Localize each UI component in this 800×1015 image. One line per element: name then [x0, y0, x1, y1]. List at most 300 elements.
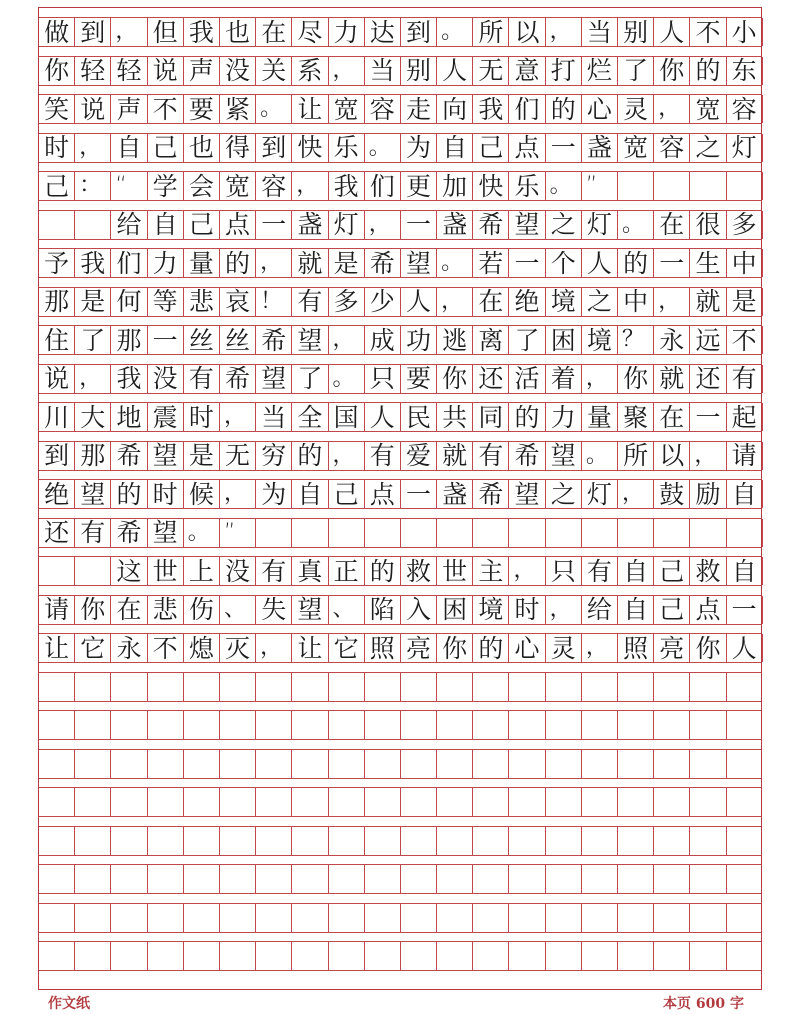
grid-cell	[220, 673, 256, 701]
grid-cell: 学	[148, 172, 184, 200]
grid-cell: 没	[220, 557, 256, 585]
grid-cell	[148, 788, 184, 816]
grid-cell: 一	[690, 403, 726, 431]
grid-cell	[401, 827, 437, 855]
grid-cell: 自	[727, 480, 763, 508]
grid-cell: 的	[546, 95, 582, 123]
grid-cell: 。	[618, 211, 654, 239]
grid-cell: 我	[111, 365, 147, 393]
grid-cell: 在	[256, 18, 292, 46]
grid-cell: 自	[148, 211, 184, 239]
grid-cell: 少	[365, 288, 401, 316]
grid-cell	[365, 711, 401, 739]
grid-cell: 不	[148, 95, 184, 123]
grid-cell: 系	[292, 57, 328, 85]
grid-cell: 有	[292, 288, 328, 316]
grid-cell: ，	[220, 480, 256, 508]
grid-cell: 当	[365, 57, 401, 85]
grid-cell: 的	[365, 557, 401, 585]
grid-cell: 灵	[546, 634, 582, 662]
grid-cell: 一	[256, 211, 292, 239]
grid-cell: 宽	[220, 172, 256, 200]
grid-cell: 在	[654, 211, 690, 239]
grid-cell: 救	[690, 557, 726, 585]
grid-cell	[654, 827, 690, 855]
grid-cell: 声	[111, 95, 147, 123]
grid-cell: 。	[329, 365, 365, 393]
grid-cell: 入	[401, 596, 437, 624]
grid-cell: 很	[690, 211, 726, 239]
grid-cell	[401, 904, 437, 932]
grid-cell: 一	[401, 480, 437, 508]
grid-cell	[111, 673, 147, 701]
grid-cell: 到	[256, 134, 292, 162]
grid-cell	[690, 788, 726, 816]
grid-cell: 人	[365, 403, 401, 431]
grid-cell: 起	[727, 403, 763, 431]
grid-cell: 多	[329, 288, 365, 316]
grid-cell: 那	[39, 288, 75, 316]
grid-cell: 境	[582, 326, 618, 354]
grid-cell: 乐	[509, 172, 545, 200]
grid-cell	[509, 711, 545, 739]
grid-cell: 是	[75, 288, 111, 316]
grid-cell: 有	[473, 442, 509, 470]
grid-cell: 就	[654, 365, 690, 393]
grid-cell: 会	[184, 172, 220, 200]
grid-cell: 无	[473, 57, 509, 85]
grid-cell: 一	[148, 326, 184, 354]
grid-cell: ，	[546, 596, 582, 624]
page-word-count: 本页 600 字	[663, 996, 744, 1012]
grid-cell	[401, 750, 437, 778]
grid-cell: 震	[148, 403, 184, 431]
grid-cell: 说	[148, 57, 184, 85]
grid-cell	[220, 904, 256, 932]
grid-cell	[582, 865, 618, 893]
grid-cell	[220, 865, 256, 893]
grid-cell	[365, 904, 401, 932]
grid-cell: 关	[256, 57, 292, 85]
grid-cell	[437, 942, 473, 970]
grid-cell: 照	[365, 634, 401, 662]
grid-cell	[256, 788, 292, 816]
grid-cell: 真	[292, 557, 328, 585]
grid-cell	[654, 904, 690, 932]
grid-cell: 功	[401, 326, 437, 354]
grid-cell: ，	[329, 442, 365, 470]
grid-cell: 励	[690, 480, 726, 508]
grid-cell: 人	[437, 57, 473, 85]
grid-cell: 困	[546, 326, 582, 354]
grid-cell	[111, 750, 147, 778]
grid-cell	[292, 750, 328, 778]
grid-cell	[148, 750, 184, 778]
grid-cell	[727, 750, 763, 778]
grid-cell	[220, 788, 256, 816]
grid-cell: 打	[546, 57, 582, 85]
grid-cell: 己	[329, 480, 365, 508]
grid-cell: 力	[148, 249, 184, 277]
paper-type-label: 作文纸	[48, 996, 90, 1012]
grid-cell: 就	[292, 249, 328, 277]
grid-cell: 地	[111, 403, 147, 431]
grid-cell	[690, 673, 726, 701]
grid-cell: 们	[111, 249, 147, 277]
grid-cell: 为	[256, 480, 292, 508]
grid-cell: 照	[618, 634, 654, 662]
grid-cell: 穷	[256, 442, 292, 470]
grid-cell	[437, 788, 473, 816]
grid-cell	[690, 750, 726, 778]
grid-row	[39, 17, 761, 47]
grid-cell	[39, 557, 75, 585]
grid-cell: 灵	[618, 95, 654, 123]
grid-cell	[39, 904, 75, 932]
grid-cell: ，	[75, 134, 111, 162]
grid-cell: 到	[39, 442, 75, 470]
grid-cell: 多	[727, 211, 763, 239]
grid-cell	[618, 904, 654, 932]
grid-cell: 让	[292, 95, 328, 123]
grid-cell: 尽	[292, 18, 328, 46]
grid-cell: 我	[473, 95, 509, 123]
grid-cell: 容	[365, 95, 401, 123]
grid-cell: ，	[654, 288, 690, 316]
grid-cell	[148, 904, 184, 932]
grid-cell: 望	[509, 480, 545, 508]
grid-cell: 困	[437, 596, 473, 624]
grid-cell: 了	[618, 57, 654, 85]
grid-cell: 但	[148, 18, 184, 46]
grid-cell: 救	[401, 557, 437, 585]
grid-cell	[401, 519, 437, 547]
grid-cell	[111, 904, 147, 932]
grid-cell: 自	[618, 557, 654, 585]
grid-row	[39, 518, 761, 548]
grid-cell	[75, 557, 111, 585]
grid-cell	[437, 519, 473, 547]
grid-cell	[473, 827, 509, 855]
grid-cell: 盏	[292, 211, 328, 239]
grid-cell	[184, 788, 220, 816]
grid-cell: 紧	[220, 95, 256, 123]
grid-cell: 你	[690, 634, 726, 662]
grid-cell: 熄	[184, 634, 220, 662]
grid-row	[39, 479, 761, 509]
grid-cell: 己	[148, 134, 184, 162]
grid-cell: 希	[365, 249, 401, 277]
grid-cell: 主	[473, 557, 509, 585]
grid-cell: 不	[148, 634, 184, 662]
grid-cell: 的	[690, 57, 726, 85]
grid-cell: ，	[546, 18, 582, 46]
grid-cell: ，	[329, 326, 365, 354]
grid-cell: 盏	[437, 211, 473, 239]
grid-cell: 、	[220, 596, 256, 624]
grid-cell	[618, 865, 654, 893]
grid-cell	[292, 904, 328, 932]
grid-row	[39, 56, 761, 86]
grid-cell: 了	[75, 326, 111, 354]
grid-cell: 大	[75, 403, 111, 431]
grid-cell	[509, 827, 545, 855]
grid-cell: 的	[111, 480, 147, 508]
grid-cell: 有	[582, 557, 618, 585]
grid-cell: 望	[509, 211, 545, 239]
grid-cell: 以	[509, 18, 545, 46]
grid-cell: 向	[437, 95, 473, 123]
grid-row	[39, 903, 761, 933]
grid-cell: 己	[654, 557, 690, 585]
grid-cell	[509, 904, 545, 932]
grid-cell: 东	[727, 57, 763, 85]
grid-cell: 宽	[618, 134, 654, 162]
grid-cell: 川	[39, 403, 75, 431]
grid-cell: ”	[220, 519, 256, 547]
grid-cell: ，	[509, 557, 545, 585]
grid-cell: ，	[220, 403, 256, 431]
grid-row	[39, 787, 761, 817]
grid-cell	[292, 865, 328, 893]
grid-cell	[220, 750, 256, 778]
grid-cell	[329, 673, 365, 701]
grid-cell	[727, 519, 763, 547]
grid-cell: 灯	[329, 211, 365, 239]
grid-cell	[727, 711, 763, 739]
grid-cell: 也	[184, 134, 220, 162]
grid-cell: ，	[75, 365, 111, 393]
grid-cell: ！	[256, 288, 292, 316]
grid-cell: 你	[437, 634, 473, 662]
grid-cell	[111, 865, 147, 893]
grid-cell: 希	[111, 519, 147, 547]
grid-cell	[256, 711, 292, 739]
grid-cell	[401, 865, 437, 893]
grid-cell	[546, 827, 582, 855]
grid-cell: 候	[184, 480, 220, 508]
grid-cell: 你	[618, 365, 654, 393]
grid-cell	[690, 172, 726, 200]
grid-cell	[184, 673, 220, 701]
grid-cell: 它	[329, 634, 365, 662]
grid-cell: 说	[39, 365, 75, 393]
grid-cell	[473, 865, 509, 893]
grid-cell: 住	[39, 326, 75, 354]
grid-cell	[509, 519, 545, 547]
grid-cell: 你	[654, 57, 690, 85]
grid-cell: 境	[546, 288, 582, 316]
grid-row	[39, 941, 761, 971]
grid-cell: 有	[365, 442, 401, 470]
grid-cell	[329, 865, 365, 893]
grid-cell: 到	[75, 18, 111, 46]
grid-cell	[329, 750, 365, 778]
grid-cell: 民	[401, 403, 437, 431]
grid-cell	[582, 711, 618, 739]
grid-cell: 那	[75, 442, 111, 470]
grid-cell: 远	[690, 326, 726, 354]
grid-cell: 聚	[618, 403, 654, 431]
grid-cell: 的	[509, 403, 545, 431]
grid-row	[39, 556, 761, 586]
grid-cell: 的	[220, 249, 256, 277]
grid-cell: 鼓	[654, 480, 690, 508]
grid-cell	[690, 711, 726, 739]
grid-cell	[111, 788, 147, 816]
grid-cell	[437, 711, 473, 739]
grid-row	[39, 325, 761, 355]
grid-cell: 这	[111, 557, 147, 585]
grid-cell	[654, 711, 690, 739]
grid-cell: ，	[256, 249, 292, 277]
grid-cell: 在	[654, 403, 690, 431]
grid-cell	[75, 827, 111, 855]
grid-cell: 世	[437, 557, 473, 585]
grid-cell	[256, 827, 292, 855]
grid-cell	[473, 711, 509, 739]
grid-cell: 何	[111, 288, 147, 316]
grid-cell: 永	[111, 634, 147, 662]
grid-cell	[654, 172, 690, 200]
grid-cell: 笑	[39, 95, 75, 123]
grid-cell: 就	[437, 442, 473, 470]
grid-cell: 悲	[148, 596, 184, 624]
grid-cell: 让	[39, 634, 75, 662]
grid-row	[39, 864, 761, 894]
grid-cell	[401, 788, 437, 816]
grid-cell: 只	[546, 557, 582, 585]
grid-cell: 个	[546, 249, 582, 277]
grid-cell: 力	[329, 18, 365, 46]
grid-cell: 给	[111, 211, 147, 239]
grid-cell	[256, 865, 292, 893]
grid-cell: ，	[111, 18, 147, 46]
grid-cell	[148, 942, 184, 970]
grid-cell: 还	[473, 365, 509, 393]
grid-cell	[473, 942, 509, 970]
grid-cell	[437, 673, 473, 701]
grid-row	[39, 171, 761, 201]
grid-cell	[292, 788, 328, 816]
grid-cell: 。	[437, 249, 473, 277]
grid-cell	[39, 211, 75, 239]
grid-cell: 时	[184, 403, 220, 431]
grid-cell	[329, 519, 365, 547]
grid-cell: 望	[546, 442, 582, 470]
grid-cell: 当	[256, 403, 292, 431]
grid-cell	[75, 211, 111, 239]
grid-cell: 所	[618, 442, 654, 470]
grid-cell: 时	[148, 480, 184, 508]
grid-cell	[220, 711, 256, 739]
grid-cell: 的	[618, 249, 654, 277]
grid-cell: 生	[690, 249, 726, 277]
grid-cell: 着	[546, 365, 582, 393]
grid-cell: 希	[473, 480, 509, 508]
grid-cell	[75, 673, 111, 701]
grid-cell	[618, 673, 654, 701]
grid-cell	[473, 788, 509, 816]
grid-cell	[111, 711, 147, 739]
grid-cell	[292, 519, 328, 547]
grid-cell: 世	[148, 557, 184, 585]
grid-row	[39, 749, 761, 779]
grid-cell: 时	[509, 596, 545, 624]
grid-row	[39, 364, 761, 394]
grid-cell: 的	[473, 634, 509, 662]
grid-cell: 快	[292, 134, 328, 162]
grid-row	[39, 441, 761, 471]
grid-cell: 们	[509, 95, 545, 123]
grid-cell: 自	[727, 557, 763, 585]
grid-cell	[75, 750, 111, 778]
grid-cell: 之	[546, 211, 582, 239]
grid-cell: 人	[654, 18, 690, 46]
grid-cell: 量	[582, 403, 618, 431]
grid-cell: 没	[148, 365, 184, 393]
grid-cell: 是	[184, 442, 220, 470]
grid-cell: 哀	[220, 288, 256, 316]
grid-cell: 更	[401, 172, 437, 200]
grid-cell	[365, 673, 401, 701]
grid-cell	[39, 673, 75, 701]
grid-cell: 全	[292, 403, 328, 431]
grid-cell	[39, 788, 75, 816]
grid-row	[39, 94, 761, 124]
grid-cell	[329, 827, 365, 855]
grid-cell	[509, 750, 545, 778]
grid-cell: 望	[148, 519, 184, 547]
grid-cell: 时	[39, 134, 75, 162]
grid-cell: 灯	[582, 211, 618, 239]
grid-cell: 点	[690, 596, 726, 624]
grid-cell	[509, 673, 545, 701]
grid-cell: 人	[401, 288, 437, 316]
grid-cell: 它	[75, 634, 111, 662]
grid-cell: 灭	[220, 634, 256, 662]
grid-cell: 之	[546, 480, 582, 508]
grid-cell: 为	[401, 134, 437, 162]
grid-cell: 别	[618, 18, 654, 46]
grid-cell: 自	[111, 134, 147, 162]
grid-cell	[582, 788, 618, 816]
grid-cell: 做	[39, 18, 75, 46]
grid-cell	[582, 942, 618, 970]
grid-cell	[365, 788, 401, 816]
grid-cell: 无	[220, 442, 256, 470]
grid-cell: 我	[75, 249, 111, 277]
grid-cell: 也	[220, 18, 256, 46]
grid-cell	[509, 942, 545, 970]
grid-cell: 要	[401, 365, 437, 393]
grid-cell	[329, 788, 365, 816]
grid-cell: 若	[473, 249, 509, 277]
grid-cell	[546, 519, 582, 547]
grid-cell	[582, 750, 618, 778]
grid-cell	[292, 673, 328, 701]
grid-cell: 之	[690, 134, 726, 162]
grid-cell: ：	[75, 172, 111, 200]
grid-cell: 轻	[111, 57, 147, 85]
grid-cell	[401, 673, 437, 701]
grid-cell: 达	[365, 18, 401, 46]
grid-cell	[690, 865, 726, 893]
grid-cell	[365, 827, 401, 855]
grid-cell	[437, 750, 473, 778]
grid-cell: 点	[365, 480, 401, 508]
grid-cell	[546, 711, 582, 739]
